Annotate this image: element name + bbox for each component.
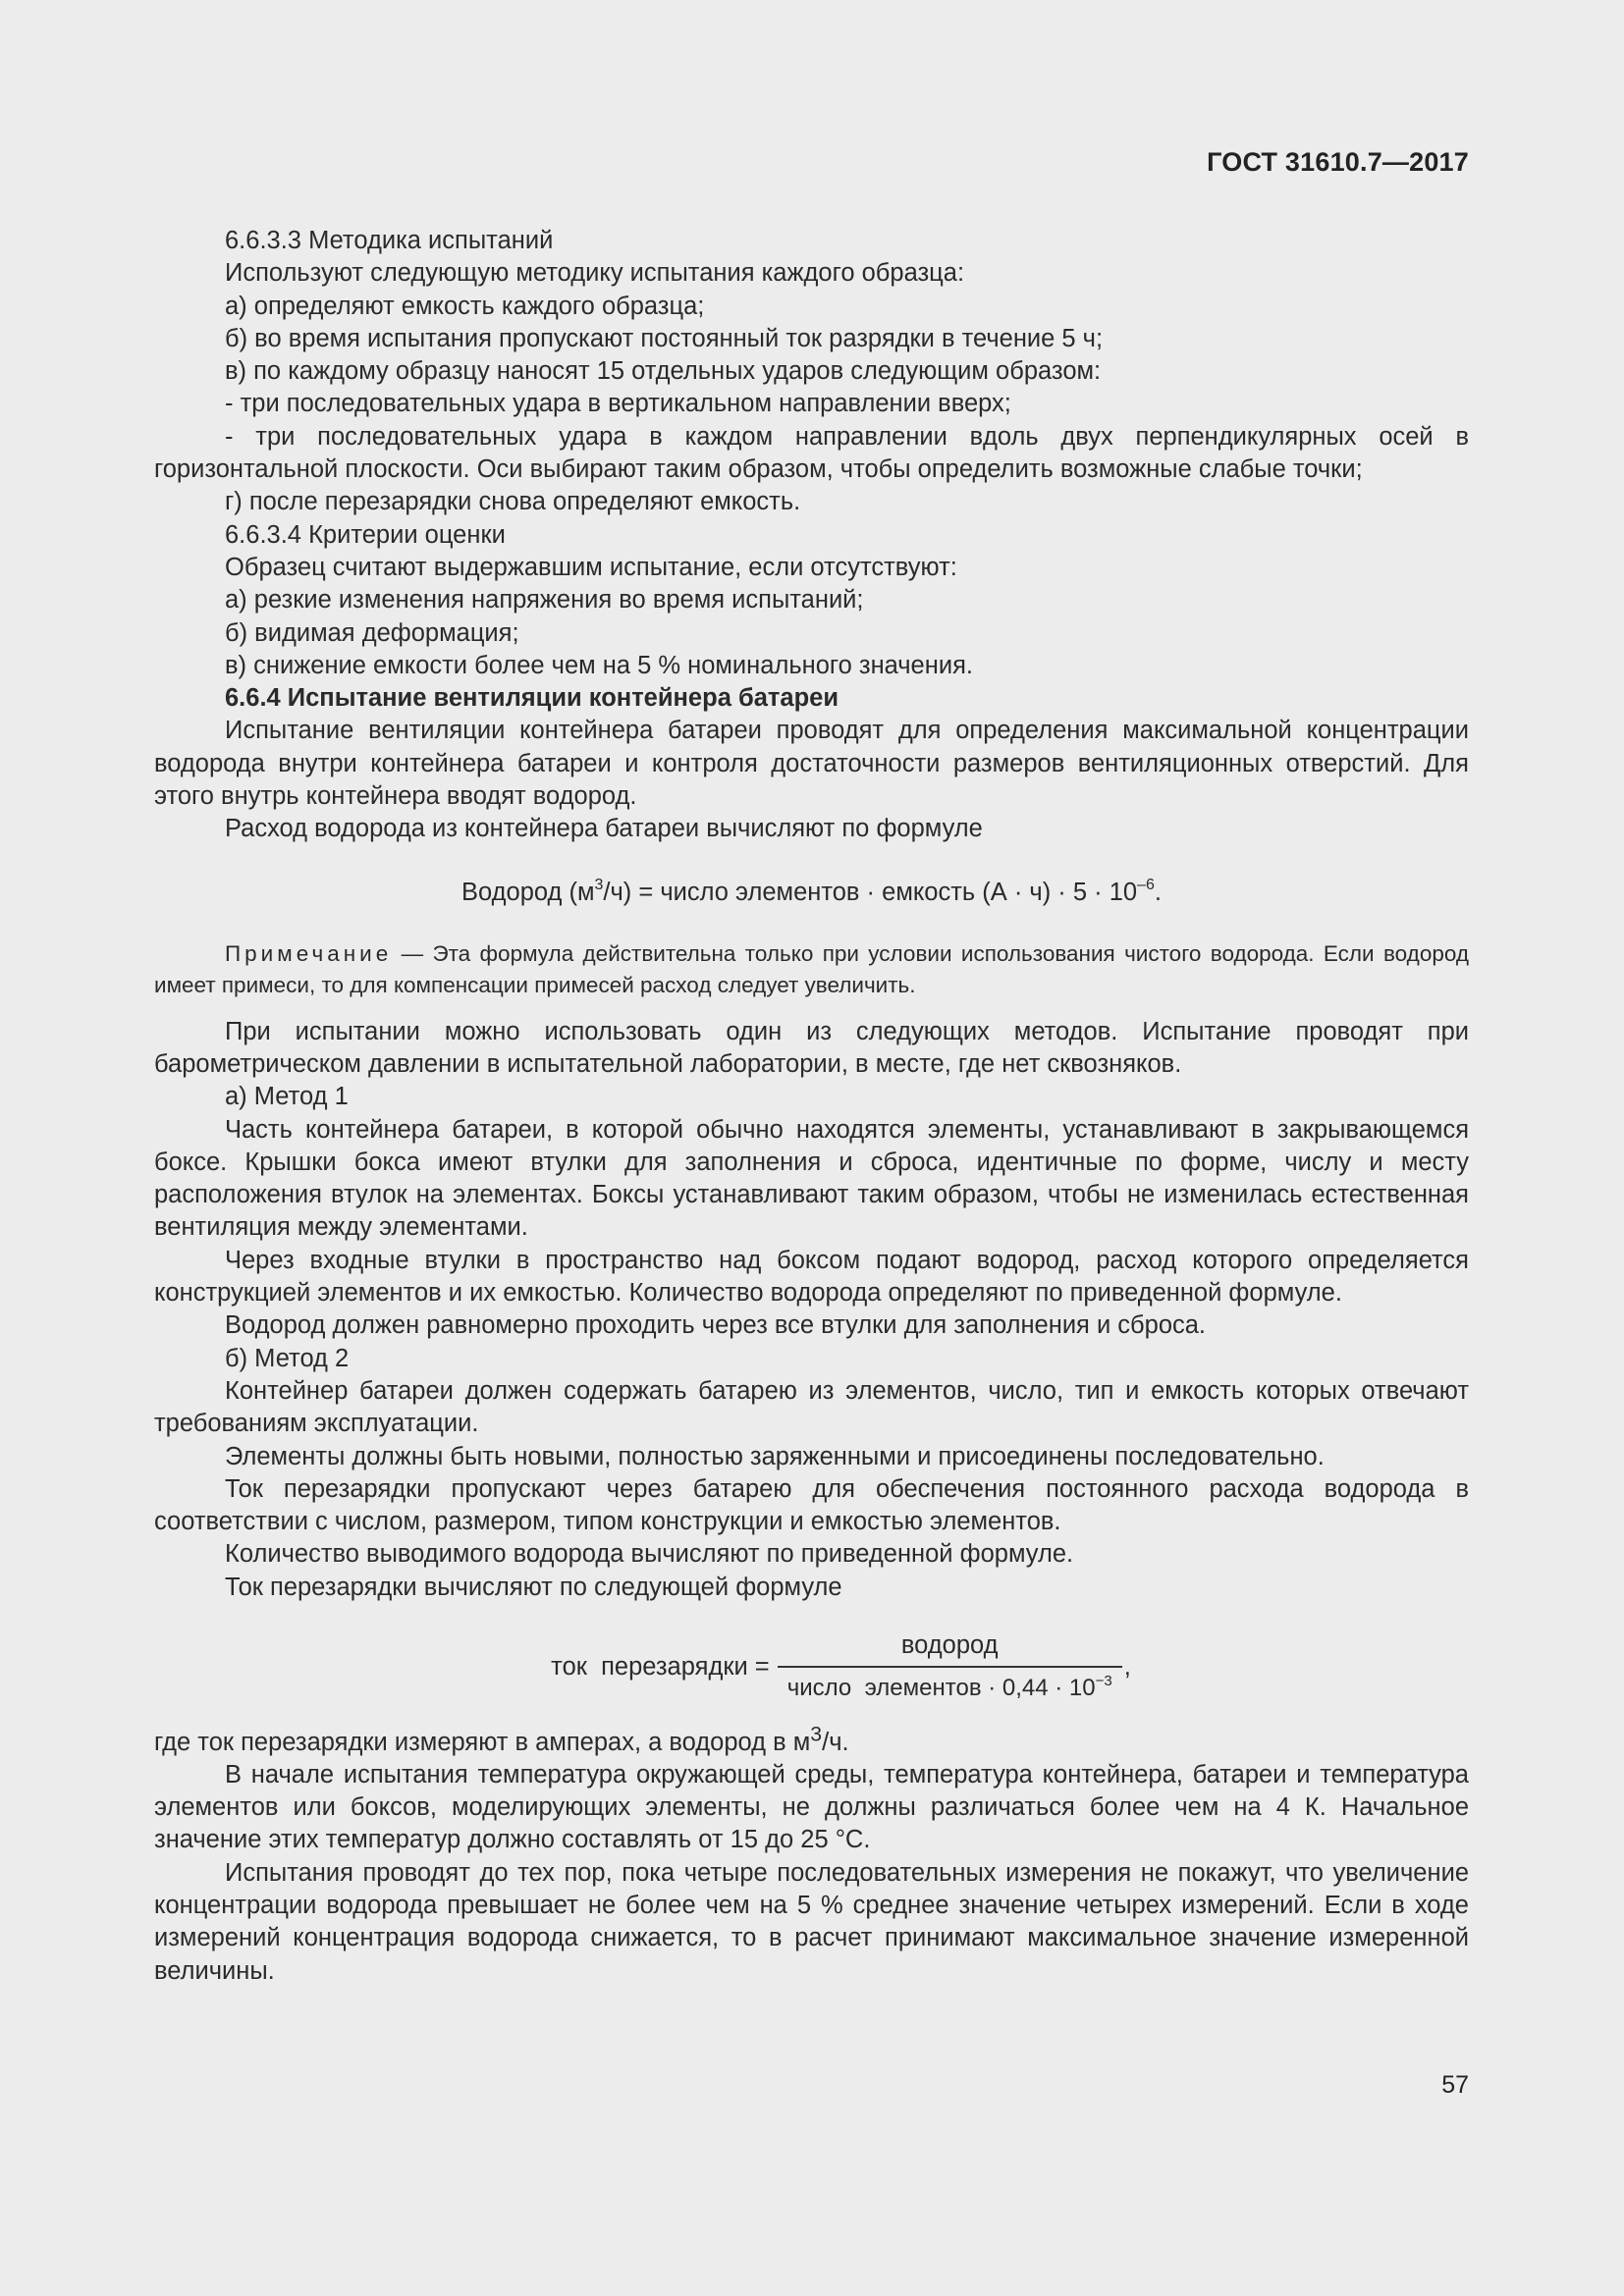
paragraph: Элементы должны быть новыми, полностью заряженными и присоединены последовательно. (225, 1442, 1325, 1470)
paragraph: 6.6.3.3 Методика испытаний (225, 227, 554, 254)
formula-text: Водород (м (461, 878, 595, 906)
paragraph: В начале испытания температура окружающей среды, температура контейнера, батареи и температура элементов или боксов, моделирующих элементы, не должны различаться более чем на 4 К. Начальное значение этих температур должно составлять от 15 до 25 °С. (154, 1760, 1469, 1854)
paragraph: Используют следующую методику испытания каждого образца: (225, 259, 965, 288)
formula-trail: , (1123, 1652, 1131, 1681)
paragraph: б) видимая деформация; (225, 618, 519, 647)
fraction-numerator: водород (900, 1630, 999, 1659)
fraction (778, 1629, 1122, 1705)
paragraph: в) по каждому образцу наносят 15 отдельных ударов следующим образом: (225, 357, 1102, 386)
paragraph: в) снижение емкости более чем на 5 % номинального значения. (225, 651, 973, 679)
denominator-text: число элементов · 0,44 · 10 (786, 1675, 1096, 1702)
where-text: /ч. (822, 1728, 849, 1756)
paragraph: Контейнер батареи должен содержать батарею из элементов, число, тип и емкость которых отвечают требованиям эксплуатации. (154, 1376, 1469, 1438)
paragraph: а) резкие изменения напряжения во время испытаний; (225, 586, 864, 614)
overcharge-current-formula (154, 1629, 1469, 1705)
paragraph: а) определяют емкость каждого образца; (225, 292, 705, 320)
hydrogen-flow-formula (154, 873, 1469, 912)
where-text: где ток перезарядки измеряют в амперах, а водород в м (154, 1728, 811, 1756)
note-label: Примечание (225, 940, 393, 966)
paragraph: Ток перезарядки пропускают через батарею для обеспечения постоянного расхода водорода в соответствии с числом, размером, типом конструкции и емкостью элементов. (154, 1474, 1469, 1536)
note-text: Эта формула действительна только при условии использования чистого водорода. Если водород имеет примеси, то для компенсации примесей расход следует увеличить. (154, 940, 1469, 997)
paragraph: б) во время испытания пропускают постоянный ток разрядки в течение 5 ч; (225, 324, 1104, 352)
formula-lhs: ток перезарядки = (551, 1652, 770, 1681)
paragraph: Испытания проводят до тех пор, пока четыре последовательных измерения не покажут, что увеличение концентрации водорода превышает не более чем на 5 % среднее значение четырех измерений. Если в ходе измерений концентрация водорода снижается, то в расчет принимают максимальное значение измеренной величины. (154, 1858, 1469, 1985)
paragraph: Испытание вентиляции контейнера батареи проводят для определения максимальной концентрации водорода внутри контейнера батареи и контроля достаточности размеров вентиляционных отверстий. Для этого внутрь контейнера вводят водород. (154, 717, 1469, 811)
paragraph: Количество выводимого водорода вычисляют по приведенной формуле. (225, 1540, 1074, 1569)
paragraph: г) после перезарядки снова определяют емкость. (225, 488, 801, 516)
paragraph: Через входные втулки в пространство над боксом подают водород, расход которого определяется конструкцией элементов и их емкостью. Количество водорода определяют по приведенной формуле. (154, 1246, 1469, 1308)
paragraph: а) Метод 1 (225, 1083, 349, 1111)
formula-superscript: 3 (594, 876, 604, 893)
formula-text: . (1154, 878, 1162, 906)
formula-superscript: –6 (1137, 876, 1155, 893)
fraction-denominator (778, 1666, 1122, 1704)
paragraph (154, 1722, 1469, 1759)
paragraph: Водород должен равномерно проходить через все втулки для заполнения и сброса. (225, 1311, 1207, 1340)
where-superscript: 3 (810, 1722, 823, 1746)
section-heading: 6.6.4 Испытание вентиляции контейнера батареи (225, 684, 839, 713)
paragraph: - три последовательных удара в вертикальном направлении вверх; (225, 390, 1011, 418)
denominator-superscript: −3 (1095, 1673, 1112, 1690)
paragraph: 6.6.3.4 Критерии оценки (225, 520, 506, 549)
document-header: ГОСТ 31610.7—2017 (1207, 147, 1469, 177)
paragraph: Часть контейнера батареи, в которой обычно находятся элементы, устанавливают в закрывающемся боксе. Крышки бокса имеют втулки для заполнения и сброса, идентичные по форме, числу и месту расположения втулок на элементах. Боксы устанавливают таким образом, чтобы не изменилась естественная вентиляция между элементами. (154, 1115, 1469, 1242)
paragraph: Образец считают выдержавшим испытание, если отсутствуют: (225, 553, 957, 581)
formula-text: /ч) = число элементов · емкость (А · ч) · 5 · 10 (603, 878, 1138, 906)
paragraph: При испытании можно использовать один из следующих методов. Испытание проводят при барометрическом давлении в испытательной лаборатории, в месте, где нет сквозняков. (154, 1017, 1469, 1078)
paragraph: - три последовательных удара в каждом направлении вдоль двух перпендикулярных осей в горизонтальной плоскости. Оси выбирают таким образом, чтобы определить возможные слабые точки; (154, 422, 1469, 484)
paragraph: Расход водорода из контейнера батареи вычисляют по формуле (225, 815, 983, 843)
page-number: 57 (1441, 2071, 1469, 2099)
note-dash: — (392, 940, 433, 966)
note (154, 938, 1469, 1001)
paragraph: б) Метод 2 (225, 1344, 350, 1372)
paragraph: Ток перезарядки вычисляют по следующей формуле (225, 1573, 842, 1601)
page-content (154, 225, 1469, 1988)
